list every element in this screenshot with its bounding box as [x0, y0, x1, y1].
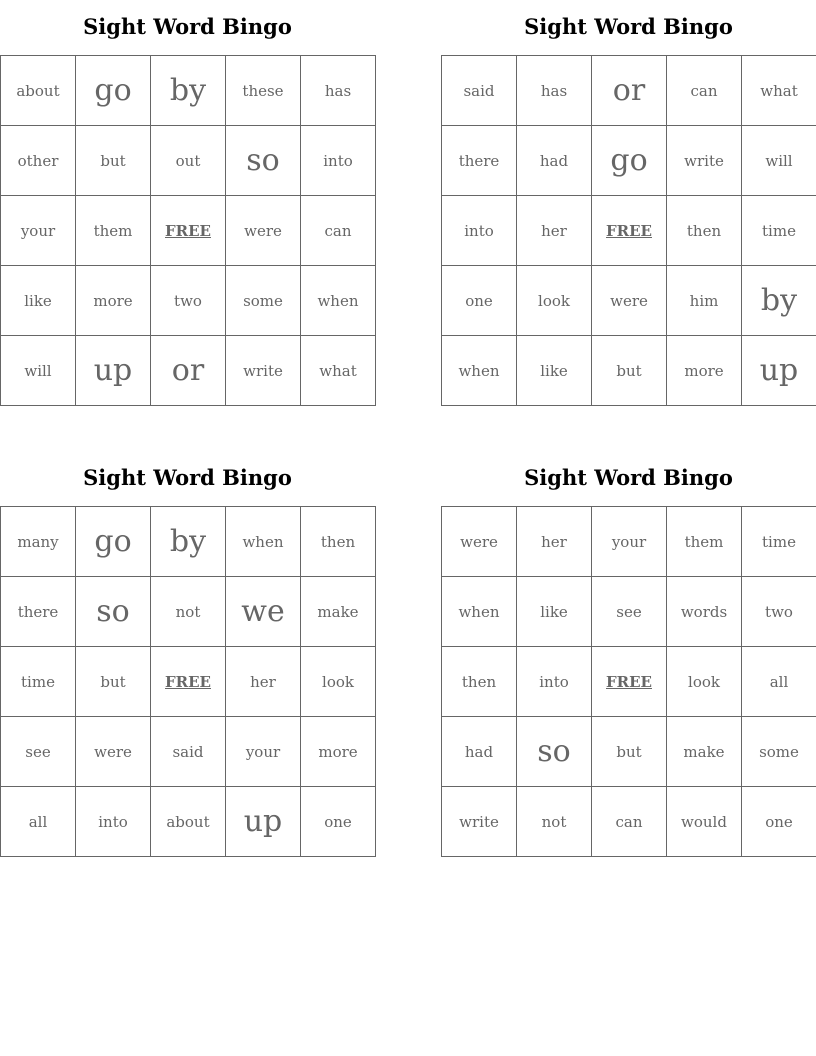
- card-title: Sight Word Bingo: [83, 14, 292, 39]
- grid-row: [442, 336, 816, 406]
- grid-cell: when: [442, 577, 517, 647]
- grid-cell: look: [667, 647, 742, 717]
- grid-row: [1, 647, 376, 717]
- bingo-card-3: [0, 451, 375, 857]
- grid-cell: can: [592, 787, 667, 857]
- grid-cell: your: [592, 507, 667, 577]
- grid-cell: up: [742, 336, 816, 406]
- grid-cell: like: [517, 577, 592, 647]
- grid-row: [442, 647, 816, 717]
- grid-cell: or: [592, 56, 667, 126]
- grid-cell: more: [76, 266, 151, 336]
- grid-cell: into: [76, 787, 151, 857]
- grid-row: [1, 787, 376, 857]
- grid-cell: some: [742, 717, 816, 787]
- grid-cell: not: [517, 787, 592, 857]
- grid-cell: your: [226, 717, 301, 787]
- grid-cell: see: [592, 577, 667, 647]
- grid-cell: about: [151, 787, 226, 857]
- grid-cell: said: [151, 717, 226, 787]
- bingo-grid: [441, 506, 816, 857]
- grid-cell: one: [442, 266, 517, 336]
- grid-cell: when: [226, 507, 301, 577]
- bingo-card-4: [441, 451, 816, 857]
- grid-cell: into: [517, 647, 592, 717]
- grid-cell: like: [517, 336, 592, 406]
- grid-cell: will: [1, 336, 76, 406]
- grid-cell: so: [76, 577, 151, 647]
- grid-cell: go: [76, 507, 151, 577]
- grid-cell: write: [667, 126, 742, 196]
- grid-cell: had: [442, 717, 517, 787]
- grid-cell: out: [151, 126, 226, 196]
- bingo-grid: [0, 506, 376, 857]
- grid-cell: like: [1, 266, 76, 336]
- grid-cell: time: [742, 196, 816, 266]
- grid-cell: them: [667, 507, 742, 577]
- grid-cell: so: [517, 717, 592, 787]
- grid-cell: then: [442, 647, 517, 717]
- grid-cell: were: [442, 507, 517, 577]
- grid-cell: these: [226, 56, 301, 126]
- grid-cell: see: [1, 717, 76, 787]
- bingo-card-2: [441, 0, 816, 406]
- grid-cell: some: [226, 266, 301, 336]
- grid-cell: time: [742, 507, 816, 577]
- grid-cell: were: [226, 196, 301, 266]
- bingo-card-1: [0, 0, 375, 406]
- free-space: FREE: [151, 647, 226, 717]
- card-title: Sight Word Bingo: [83, 465, 292, 490]
- grid-cell: time: [1, 647, 76, 717]
- grid-cell: said: [442, 56, 517, 126]
- grid-row: [1, 266, 376, 336]
- grid-cell: what: [742, 56, 816, 126]
- grid-cell: when: [442, 336, 517, 406]
- grid-cell: there: [1, 577, 76, 647]
- grid-cell: can: [301, 196, 376, 266]
- grid-cell: two: [151, 266, 226, 336]
- grid-row: [442, 787, 816, 857]
- grid-cell: her: [517, 507, 592, 577]
- grid-cell: more: [667, 336, 742, 406]
- grid-cell: into: [442, 196, 517, 266]
- grid-cell: words: [667, 577, 742, 647]
- grid-row: [442, 56, 816, 126]
- grid-cell: up: [226, 787, 301, 857]
- grid-row: [442, 196, 816, 266]
- grid-cell: her: [226, 647, 301, 717]
- grid-cell: her: [517, 196, 592, 266]
- grid-cell: into: [301, 126, 376, 196]
- grid-cell: but: [592, 717, 667, 787]
- grid-cell: but: [76, 126, 151, 196]
- grid-cell: not: [151, 577, 226, 647]
- grid-cell: were: [76, 717, 151, 787]
- grid-cell: up: [76, 336, 151, 406]
- grid-row: [442, 507, 816, 577]
- grid-cell: make: [667, 717, 742, 787]
- grid-cell: them: [76, 196, 151, 266]
- bingo-grid: [441, 55, 816, 406]
- grid-cell: one: [301, 787, 376, 857]
- grid-row: [442, 717, 816, 787]
- grid-cell: go: [76, 56, 151, 126]
- grid-row: [1, 56, 376, 126]
- grid-cell: but: [592, 336, 667, 406]
- bingo-grid: [0, 55, 376, 406]
- grid-row: [1, 126, 376, 196]
- grid-cell: him: [667, 266, 742, 336]
- grid-cell: had: [517, 126, 592, 196]
- card-title: Sight Word Bingo: [524, 14, 733, 39]
- free-space: FREE: [592, 196, 667, 266]
- grid-cell: can: [667, 56, 742, 126]
- grid-cell: write: [442, 787, 517, 857]
- grid-row: [1, 577, 376, 647]
- grid-cell: all: [742, 647, 816, 717]
- grid-row: [442, 266, 816, 336]
- grid-cell: go: [592, 126, 667, 196]
- grid-row: [1, 196, 376, 266]
- grid-cell: by: [151, 56, 226, 126]
- grid-row: [1, 336, 376, 406]
- grid-cell: were: [592, 266, 667, 336]
- grid-cell: look: [517, 266, 592, 336]
- grid-cell: one: [742, 787, 816, 857]
- grid-cell: but: [76, 647, 151, 717]
- grid-cell: other: [1, 126, 76, 196]
- grid-cell: two: [742, 577, 816, 647]
- grid-row: [1, 717, 376, 787]
- grid-cell: look: [301, 647, 376, 717]
- grid-row: [442, 126, 816, 196]
- grid-cell: when: [301, 266, 376, 336]
- grid-cell: has: [301, 56, 376, 126]
- grid-cell: write: [226, 336, 301, 406]
- grid-cell: has: [517, 56, 592, 126]
- grid-cell: would: [667, 787, 742, 857]
- grid-cell: by: [151, 507, 226, 577]
- free-space: FREE: [151, 196, 226, 266]
- grid-cell: there: [442, 126, 517, 196]
- grid-cell: about: [1, 56, 76, 126]
- grid-cell: by: [742, 266, 816, 336]
- grid-cell: then: [301, 507, 376, 577]
- grid-cell: we: [226, 577, 301, 647]
- grid-cell: all: [1, 787, 76, 857]
- grid-cell: what: [301, 336, 376, 406]
- grid-row: [1, 507, 376, 577]
- grid-cell: will: [742, 126, 816, 196]
- grid-cell: make: [301, 577, 376, 647]
- grid-cell: then: [667, 196, 742, 266]
- free-space: FREE: [592, 647, 667, 717]
- grid-cell: more: [301, 717, 376, 787]
- grid-cell: many: [1, 507, 76, 577]
- grid-row: [442, 577, 816, 647]
- card-title: Sight Word Bingo: [524, 465, 733, 490]
- grid-cell: so: [226, 126, 301, 196]
- grid-cell: or: [151, 336, 226, 406]
- grid-cell: your: [1, 196, 76, 266]
